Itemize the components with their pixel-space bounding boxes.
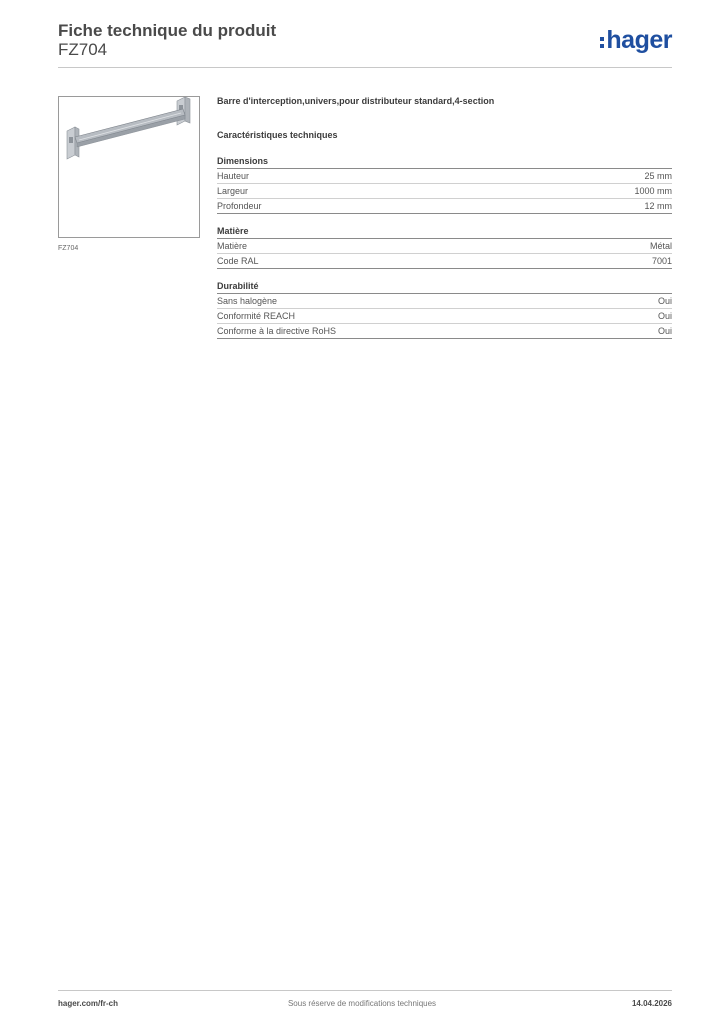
section-label: Caractéristiques techniques xyxy=(217,130,338,140)
interception-bar-image xyxy=(59,97,199,237)
group-title: Durabilité xyxy=(217,281,672,294)
group-durability xyxy=(217,281,672,339)
group-title: Dimensions xyxy=(217,156,672,169)
spec-row xyxy=(217,169,672,184)
group-material xyxy=(217,226,672,269)
header-divider xyxy=(58,67,672,68)
spec-label: Profondeur xyxy=(217,201,262,211)
group-dimensions xyxy=(217,156,672,214)
spec-value: 25 mm xyxy=(644,171,672,181)
spec-value: Métal xyxy=(649,241,672,251)
image-caption: FZ704 xyxy=(58,245,79,252)
brand-name: hager xyxy=(606,26,672,54)
product-code: FZ704 xyxy=(58,40,108,59)
spec-label: Code RAL xyxy=(217,256,259,266)
spec-value: 7001 xyxy=(651,256,672,266)
spec-row xyxy=(217,239,672,254)
page-title: Fiche technique du produit xyxy=(58,21,277,40)
spec-value: Oui xyxy=(657,296,672,306)
spec-row xyxy=(217,254,672,269)
spec-value: Oui xyxy=(657,311,672,321)
footer-website-link[interactable]: hager.com/fr-ch xyxy=(58,999,119,1008)
footer-divider xyxy=(58,990,672,991)
spec-label: Conformité REACH xyxy=(217,311,296,321)
group-title: Matière xyxy=(217,226,672,239)
spec-row xyxy=(217,309,672,324)
spec-row xyxy=(217,294,672,309)
spec-label: Conforme à la directive RoHS xyxy=(217,326,337,336)
spec-row xyxy=(217,199,672,214)
product-image xyxy=(58,96,200,238)
spec-value: 12 mm xyxy=(644,201,672,211)
spec-row xyxy=(217,184,672,199)
logo-dots-icon xyxy=(600,37,604,48)
footer-disclaimer: Sous réserve de modifications techniques xyxy=(287,999,437,1008)
product-details xyxy=(217,96,672,339)
spec-label: Matière xyxy=(217,241,248,251)
spec-label: Sans halogène xyxy=(217,296,278,306)
hager-logo[interactable] xyxy=(600,28,672,53)
spec-value: 1000 mm xyxy=(634,186,672,196)
product-description: Barre d'interception,univers,pour distributeur standard,4-section xyxy=(217,96,495,106)
spec-label: Largeur xyxy=(217,186,249,196)
spec-row xyxy=(217,324,672,339)
spec-label: Hauteur xyxy=(217,171,250,181)
spec-value: Oui xyxy=(657,326,672,336)
footer-date: 14.04.2026 xyxy=(631,999,672,1008)
